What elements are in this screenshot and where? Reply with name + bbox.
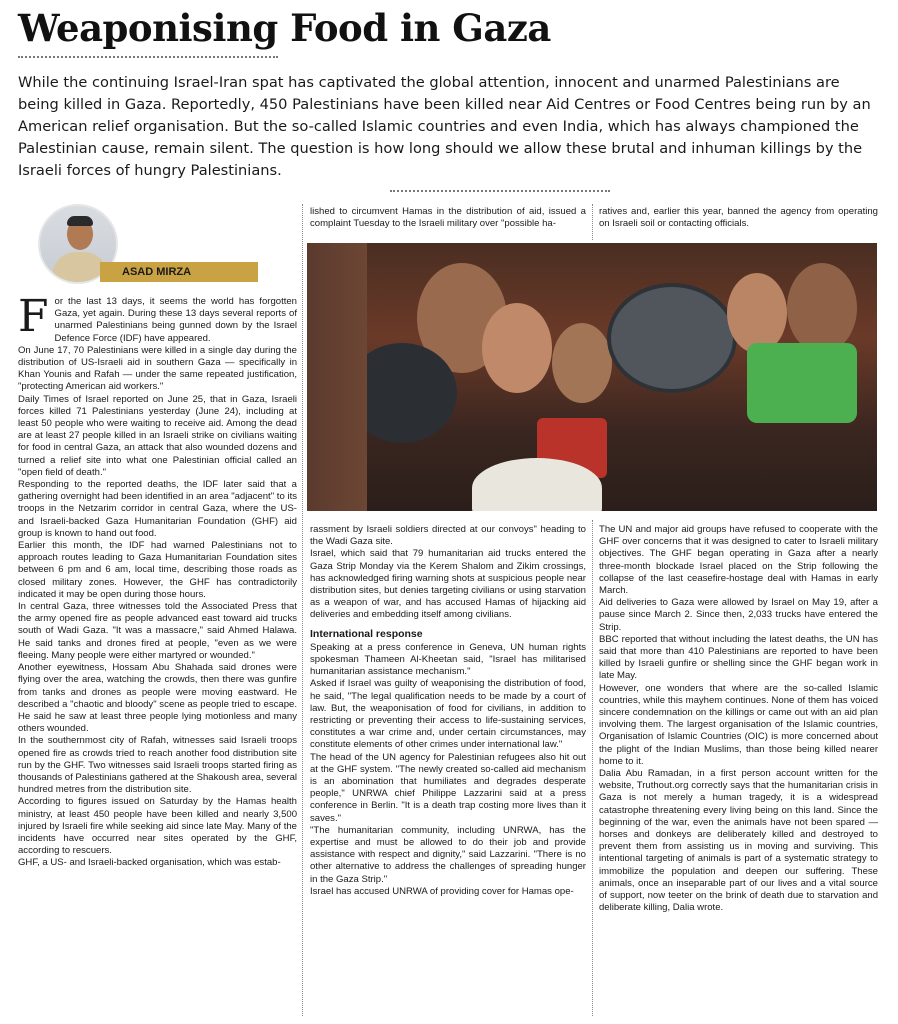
paragraph: Israel has accused UNRWA of providing cover for Hamas ope- bbox=[310, 885, 574, 897]
article-title: Weaponising Food in Gaza bbox=[18, 6, 551, 50]
drop-cap: F bbox=[18, 291, 49, 342]
column-2 bbox=[310, 524, 586, 898]
paragraph: The UN and major aid groups have refused to cooperate with the GHF over concerns that it was designed to cater to Israeli military objectives. The GHF began operating in Gaza after a nearly three-month blockade Israel placed on the Strip following the collapse of the last ceasefire-hostage deal with Hamas in early March. bbox=[599, 524, 878, 597]
paragraph: Earlier this month, the IDF had warned Palestinians not to approach routes leading to Gaza Humanitarian Foundation sites between 6 pm and 6 am, local time, describing those roads as closed military zones. However, the GHF has contradictorily indicated it may be open during those hours. bbox=[18, 540, 297, 600]
column-2-top bbox=[310, 206, 586, 230]
paragraph: or the last 13 days, it seems the world has forgotten Gaza, yet again. During these 13 days several reports of unarmed Palestinians being gunned down by the Israel Defence Force (IDF) have appeared. bbox=[54, 296, 297, 344]
article-standfirst: While the continuing Israel-Iran spat has captivated the global attention, innocent and unarmed Palestinians are being killed in Gaza. Reportedly, 450 Palestinians have been killed near Aid Centres or Food Centres being run by an American relief organisation. But the so-called Islamic countries and even India, which has always championed the Palestinian cause, remain silent. The question is how long should we allow these brutal and inhuman killings by the Israeli forces of hungry Palestinians. bbox=[18, 74, 871, 179]
byline bbox=[38, 204, 258, 284]
paragraph: Another eyewitness, Hossam Abu Shahada said drones were flying over the area, watching the crowds, then there was gunfire from tanks and drones as people were moving eastward. He described a "chaotic and bloody" scene as people tried to escape. He said he saw at least three people lying motionless and many others wounded. bbox=[18, 662, 297, 735]
paragraph: BBC reported that without including the latest deaths, the UN has said that more than 410 Palestinians are reported to have been killed by Israeli gunfire or shelling since the GHF began work in late May. bbox=[599, 633, 878, 682]
paragraph: In central Gaza, three witnesses told the Associated Press that the army opened fire as people advanced east toward aid trucks south of Wadi Gaza. "It was a massacre," said Ahmed Halawa. He said tanks and drones fired at people, "even as we were fleeing. Many people were either martyred or wounded." bbox=[18, 601, 297, 661]
paragraph: "The humanitarian community, including UNRWA, has the expertise and must be allowed to do their job and provide assistance with respect and dignity," said Lazzarini. "There is no other alternative to address the challenges of spreading hunger in the Gaza Strip." bbox=[310, 824, 586, 885]
paragraph: GHF, a US- and Israeli-backed organisation, which was estab- bbox=[18, 857, 281, 869]
paragraph: However, one wonders that where are the so-called Islamic countries, while this mayhem continues. None of them has voiced sincere condemnation on the killings or came out with an aid plan involving them. The largest organisation of the Islamic countries, Organisation of Islamic Countries (OIC) is more concerned about the plight of the Indian Muslims, than those being killed nearer home to it. bbox=[599, 682, 878, 767]
paragraph: According to figures issued on Saturday by the Hamas health ministry, at least 450 people have been killed and nearly 3,500 injured by Israeli fire while seeking aid since late May. Many of the incidents have occurred near sites operated by the GHF, according to rescuers. bbox=[18, 796, 297, 857]
column-divider bbox=[302, 204, 303, 1016]
article-photo bbox=[307, 243, 877, 511]
paragraph: In the southernmost city of Rafah, witnesses said Israeli troops opened fire as crowds tried to reach another food distribution site run by the GHF. Two witnesses said Israeli troops started firing as thousands of Palestinians gathered at the Shakoush area, several hundred metres from the distribution site. bbox=[18, 735, 297, 796]
column-divider bbox=[592, 204, 593, 240]
column-3 bbox=[599, 524, 878, 915]
paragraph: The head of the UN agency for Palestinian refugees also hit out at the GHF system. "The newly created so-called aid mechanism is an abomination that humiliates and degrades desperate people," UNRWA chief Philippe Lazzarini said at a press conference in Berlin. "It is a death trap costing more lives than it saves." bbox=[310, 751, 586, 824]
paragraph: On June 17, 70 Palestinians were killed in a single day during the distribution of US-Israeli aid in southern Gaza — specifically in Khan Younis and Rafah — under the same repeated justification, "protecting American aid workers." bbox=[18, 344, 297, 393]
subheading: International response bbox=[310, 627, 423, 640]
title-divider bbox=[18, 56, 278, 58]
paragraph: Israel, which said that 79 humanitarian aid trucks entered the Gaza Strip Monday via the Kerem Shalom and Zikim crossings, has acknowledged firing warning shots at suspicious people near distribution sites, but denies targeting civilians or using starvation as a weapon of war, and has accused Hamas of hijacking aid deliveries and embedding itself among civilians. bbox=[310, 548, 586, 621]
standfirst-divider bbox=[390, 190, 610, 192]
column-3-top bbox=[599, 206, 878, 230]
column-1 bbox=[18, 291, 297, 870]
paragraph: lished to circumvent Hamas in the distribution of aid, issued a complaint Tuesday to the Israeli military over "possible ha- bbox=[310, 206, 586, 230]
author-name: ASAD MIRZA bbox=[100, 262, 258, 282]
paragraph: rassment by Israeli soldiers directed at our convoys" heading to the Wadi Gaza site. bbox=[310, 524, 586, 548]
paragraph: ratives and, earlier this year, banned the agency from operating on Israeli soil or contacting officials. bbox=[599, 206, 878, 230]
paragraph: Asked if Israel was guilty of weaponising the distribution of food, he said, "The legal qualification needs to be made by a court of law. But, the weaponisation of food for civilians, in addition to restricting or preventing their access to life-sustaining services, constitutes a war crime and, under certain circumstances, may constitute elements of other crimes under international law." bbox=[310, 678, 586, 751]
paragraph: Responding to the reported deaths, the IDF later said that a gathering overnight had been identified in an area "adjacent" to its troops in the Netzarim corridor in central Gaza, where the US- and Israeli-backed Gaza Humanitarian Foundation (GHF) aid group is known to hand out food. bbox=[18, 479, 297, 539]
paragraph: Daily Times of Israel reported on June 25, that in Gaza, Israeli forces killed 71 Palestinians yesterday (June 24), including at least 50 people who were waiting to receive aid. Among the dead are at least 27 people killed in an Israeli strike on civilians waiting for food in central Gaza, an attack that also wounded dozens and turned a relief site into what one Palestinian official called an "open field of death." bbox=[18, 393, 297, 478]
column-divider bbox=[592, 520, 593, 1016]
paragraph: Aid deliveries to Gaza were allowed by Israel on May 19, after a pause since March 2. Since then, 2,033 trucks have entered the Strip. bbox=[599, 597, 878, 633]
paragraph: Speaking at a press conference in Geneva, UN human rights spokesman Thameen Al-Kheetan said, "Israel has militarised humanitarian assistance mechanism." bbox=[310, 641, 586, 678]
paragraph: Dalia Abu Ramadan, in a first person account written for the website, Truthout.org correctly says that the humanitarian crisis in Gaza is not merely a human tragedy, it is a widespread catastrophe threatening every living being on this land. Since the beginning of the war, even the animals have not been spared — horses and donkeys are deliberately killed and destroyed to prevent them from assisting us in moving and surviving. This intentional targeting of animals is part of a systematic strategy to immobilize the population and deepen our suffering. These animals, once an inseparable part of our lives and a vital source of support, now teeter on the brink of death due to starvation and deliberate killing, Dalia wrote. bbox=[599, 768, 878, 914]
